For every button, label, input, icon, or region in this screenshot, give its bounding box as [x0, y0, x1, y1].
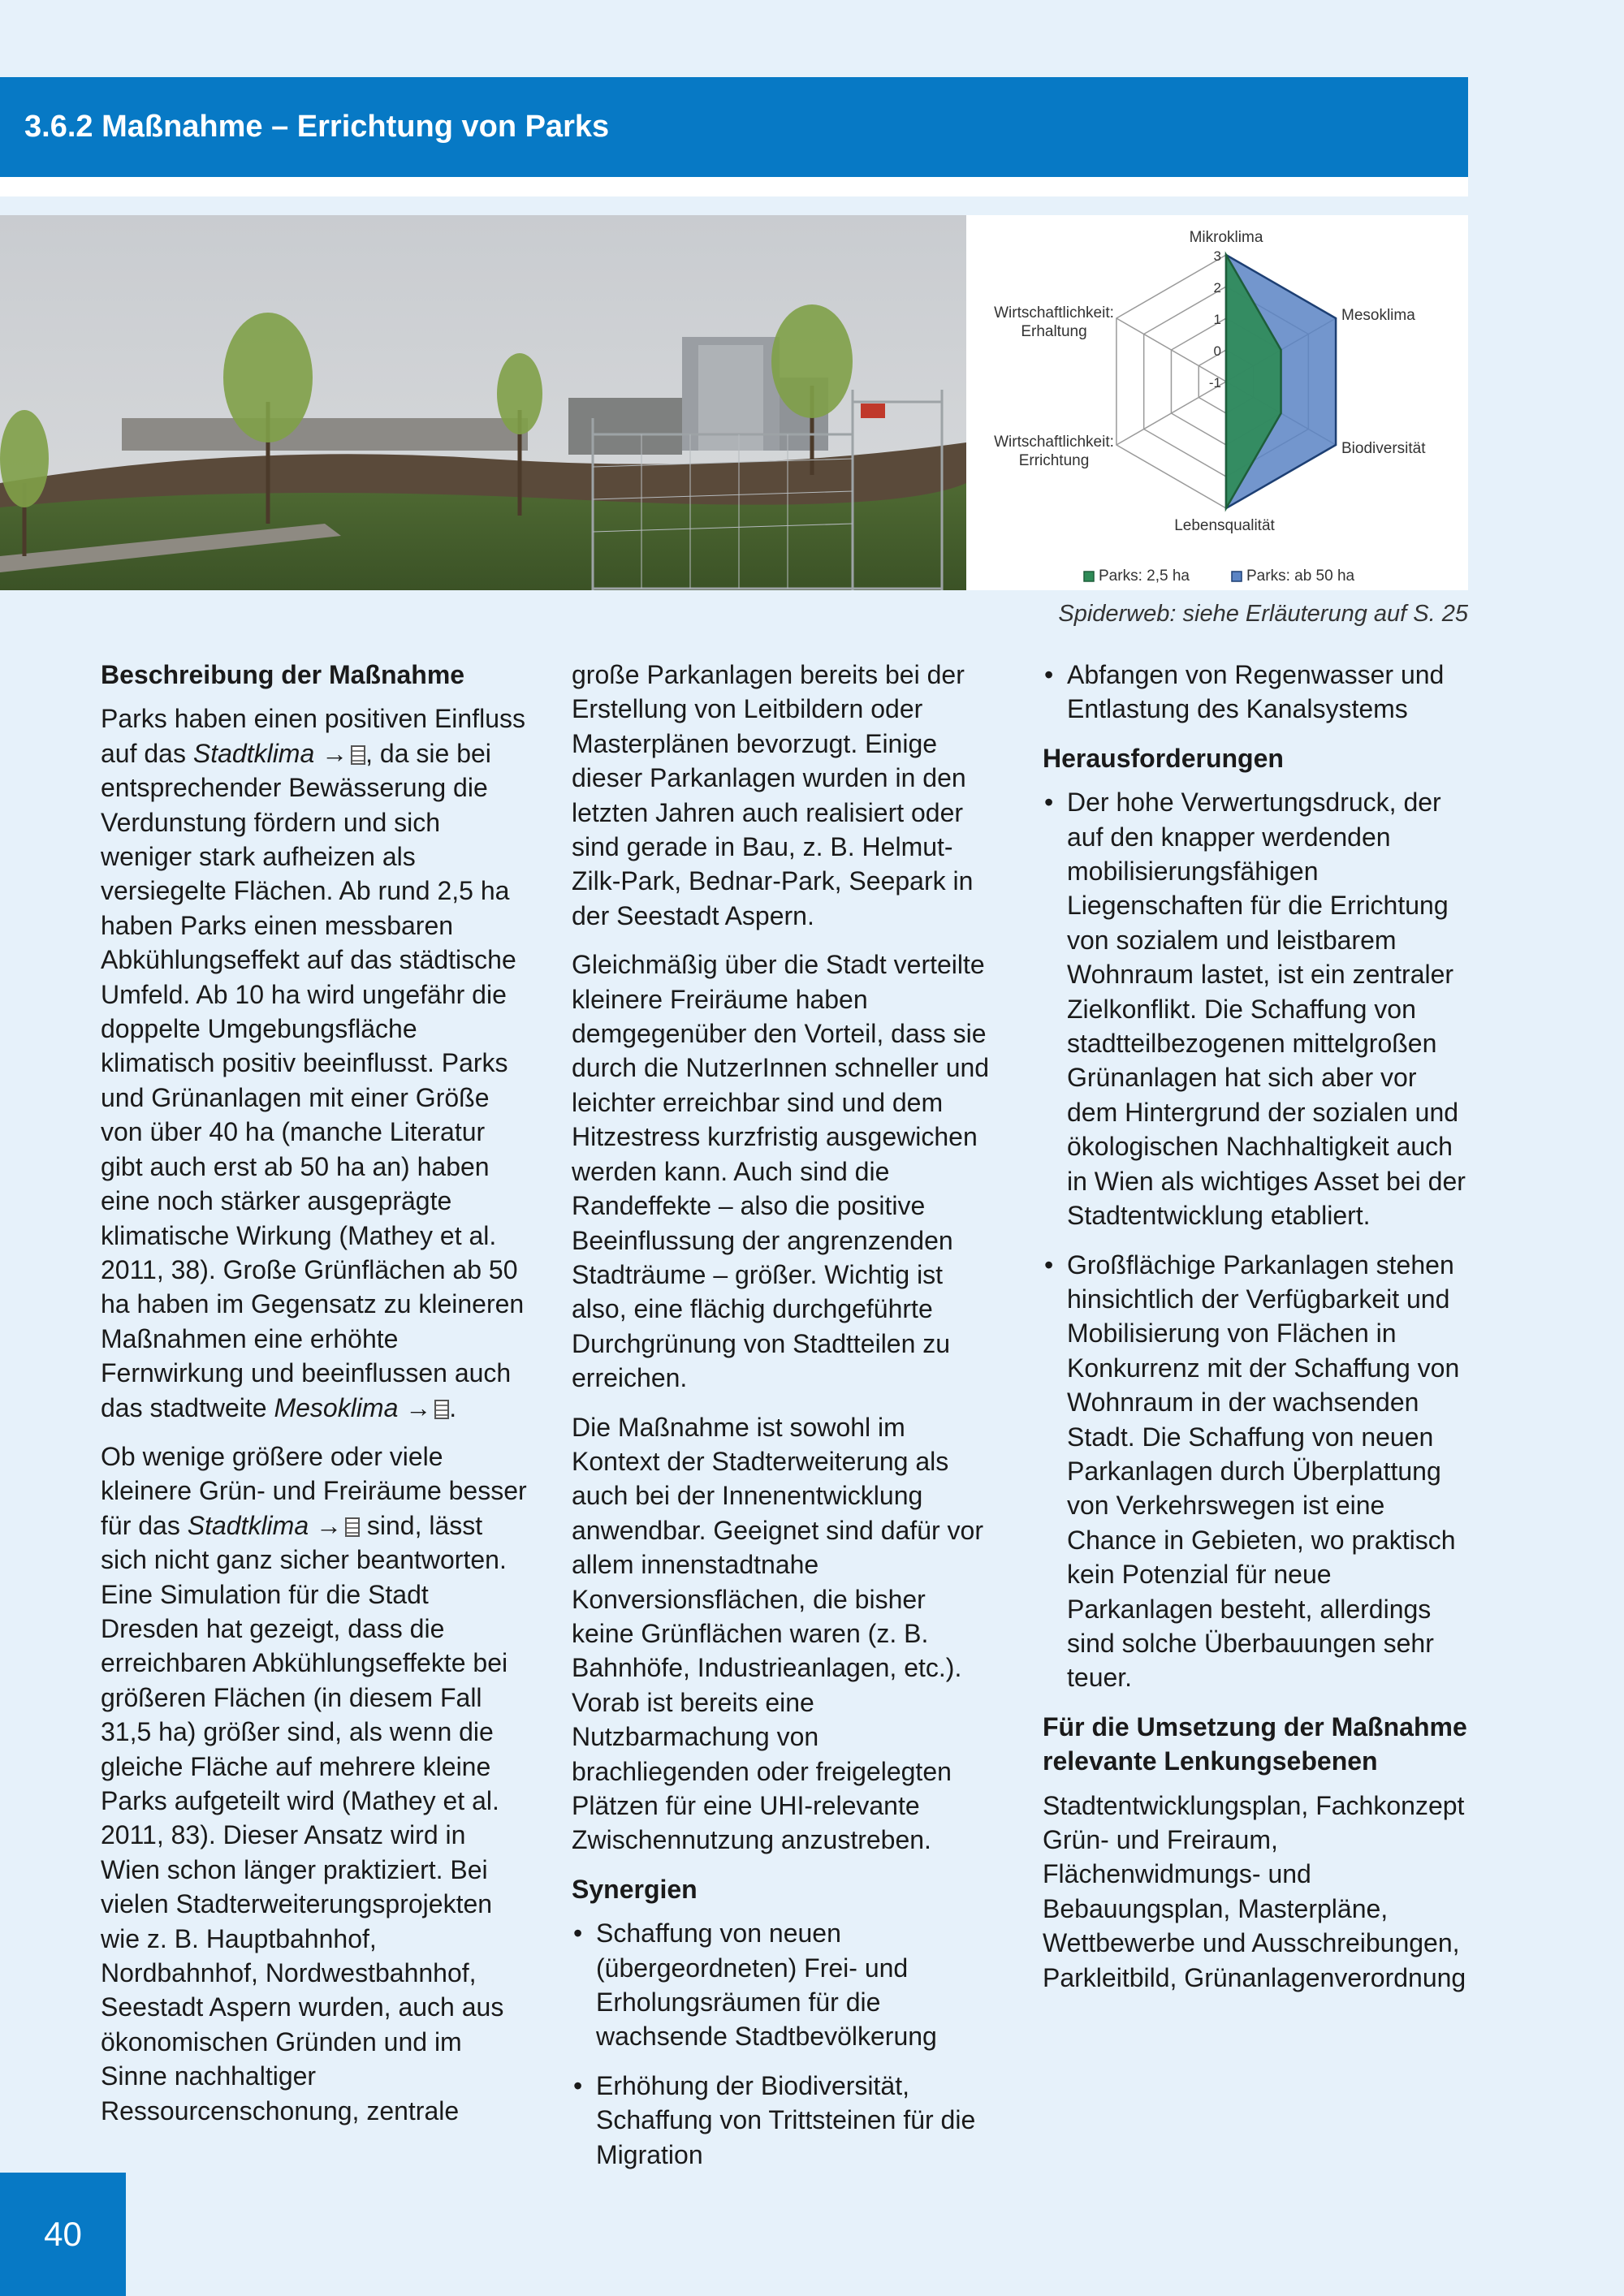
legend-swatch-small-parks	[1084, 572, 1094, 581]
column-middle	[572, 658, 994, 2186]
term-stadtklima: Stadtklima	[192, 738, 315, 768]
column-description	[101, 658, 531, 2143]
paragraph-small-spaces: Gleichmäßig über die Stadt verteilte kleinere Freiräume haben demgegenüber den Vorteil, dass sie durch die NutzerInnen schneller und leichter erreichbar sind und dem Hitzestress kurzfristig ausgewichen werden kann. Auch sind die Randeffekte – also die positive Beeinflussung der angrenzenden Stadträume – größer. Wichtig ist also, eine flächig durchgeführte Durchgrünung von Stadtteilen zu erreichen.	[572, 950, 990, 1393]
axis-label-erhaltung-1: Wirtschaftlichkeit:	[994, 304, 1114, 322]
header-divider	[0, 177, 1468, 196]
paragraph-context: Die Maßnahme ist sowohl im Kontext der Stadterweiterung als auch bei der Innenentwicklung anwendbar. Geeignet sind dafür vor allem innenstadtnahe Konversionsflächen, die bisher keine Grünflächen waren (z. B. Bahnhöfe, Industrieanlagen, etc.). Vorab ist bereits eine Nutzbarmachung von brachliegenden oder freigelegten Plätzen für eine UHI-relevante Zwischennutzung anzustreben.	[572, 1412, 983, 1855]
park-photo	[0, 215, 966, 590]
heading-governance-levels: Für die Umsetzung der Maßnahme relevante Lenkungsebenen	[1043, 1711, 1467, 1776]
paragraph-governance-levels: Stadtentwicklungsplan, Fachkonzept Grün- und Freiraum, Flächenwidmungs- und Bebauungsplan, Masterpläne, Wettbewerbe und Ausschreibungen, Parkleitbild, Grünanlagenverordnung	[1043, 1790, 1466, 1992]
heading-synergies: Synergien	[572, 1874, 698, 1904]
list-item: • Abfangen von Regenwasser und Entlastung des Kanalsystems	[1044, 660, 1445, 724]
page-number: 40	[44, 2215, 82, 2253]
section-header-bar	[0, 77, 1468, 177]
synergies-list	[572, 1916, 994, 2172]
legend-label-small-parks: Parks: 2,5 ha	[1099, 568, 1190, 585]
paragraph-large-parks: große Parkanlagen bereits bei der Erstellung von Leitbildern oder Masterplänen bevorzugt. Einige dieser Parkanlagen wurden in den letzten Jahren auch realisiert oder sind gerade in Bau, z. B. Helmut-Zilk-Park, Bednar-Park, Seepark in der Seestadt Aspern.	[572, 660, 974, 930]
section-title: 3.6.2 Maßnahme – Errichtung von Parks	[24, 110, 610, 144]
list-item: • Schaffung von neuen (übergeordneten) Frei- und Erholungsräumen für die wachsende Stadtbevölkerung	[573, 1918, 937, 2052]
list-item: • Großflächige Parkanlagen stehen hinsichtlich der Verfügbarkeit und Mobilisierung von Flächen in Konkurrenz mit der Schaffung von Wohnraum in der wachsenden Stadt. Die Schaffung von neuen Parkanlagen durch Überplattung von Verkehrswegen ist eine Chance in Gebieten, wo praktisch kein Potenzial für neue Parkanlagen besteht, allerdings sind solche Überbauungen sehr teuer.	[1044, 1249, 1460, 1693]
term-stadtklima: Stadtklima	[187, 1510, 309, 1540]
axis-label-erhaltung-2: Erhaltung	[1021, 323, 1087, 340]
glossary-icon	[351, 745, 365, 765]
legend-swatch-large-parks	[1232, 572, 1242, 581]
park-photo-illustration	[0, 215, 966, 590]
heading-challenges: Herausforderungen	[1043, 743, 1284, 773]
synergies-list-continued	[1043, 658, 1473, 727]
spiderweb-chart	[966, 215, 1468, 590]
scale-label: 0	[1213, 343, 1221, 359]
scale-label: 1	[1213, 312, 1221, 327]
glossary-icon	[345, 1517, 360, 1537]
column-right	[1043, 658, 1473, 2009]
axis-label-errichtung-1: Wirtschaftlichkeit:	[994, 434, 1114, 451]
axis-label-mesoklima: Mesoklima	[1341, 307, 1415, 324]
axis-label-errichtung-2: Errichtung	[1018, 452, 1090, 469]
scale-label: 2	[1213, 280, 1221, 296]
legend-label-large-parks: Parks: ab 50 ha	[1246, 568, 1355, 585]
page-number-box	[0, 2173, 126, 2296]
list-item: • Erhöhung der Biodiversität, Schaffung von Trittsteinen für die Migration	[573, 2070, 976, 2169]
chart-caption: Spiderweb: siehe Erläuterung auf S. 25	[1058, 601, 1468, 627]
glossary-icon	[434, 1400, 449, 1419]
challenges-list	[1043, 785, 1473, 1695]
paragraph-parks-climate: Parks haben einen positiven Einfluss auf das Stadtklima → , da sie bei entsprechender Bewässerung die Verdunstung fördern und sich weniger stark aufheizen als versiegelte Flächen. Ab rund 2,5 ha haben Parks einen messbaren Abkühlungseffekt auf das städtische Umfeld. Ab 10 ha wird ungefähr die doppelte Umgebungsfläche klimatisch positiv beeinflusst. Parks und Grünanlagen mit einer Größe von über 40 ha (manche Literatur gibt auch erst ab 50 ha an) haben eine noch stärker ausgeprägte klimatische Wirkung (Mathey et al. 2011, 38). Große Grünflächen ab 50 ha haben im Gegensatz zu kleineren Maßnahmen eine erhöhte Fernwirkung und beeinflussen auch das stadtweite Mesoklima → .	[101, 704, 525, 1422]
paragraph-park-size: Ob wenige größere oder viele kleinere Grün- und Freiräume besser für das Stadtklima → sind, lässt sich nicht ganz sicher beantworten. Eine Simulation für die Stadt Dresden hat gezeigt, dass die erreichbaren Abkühlungseffekte bei größeren Flächen (in diesem Fall 31,5 ha) größer sind, als wenn die gleiche Fläche auf mehrere kleine Parks aufgeteilt wird (Mathey et al. 2011, 83). Dieser Ansatz wird in Wien schon länger praktiziert. Bei vielen Stadterweiterungsprojekten wie z. B. Hauptbahnhof, Nordbahnhof, Nordwestbahnhof, Seestadt Aspern wurden, auch aus ökonomischen Gründen und im Sinne nachhaltiger Ressourcenschonung, zentrale	[101, 1441, 527, 2126]
term-mesoklima: Mesoklima	[274, 1392, 399, 1422]
heading-description: Beschreibung der Maßnahme	[101, 660, 465, 689]
scale-label: -1	[1208, 375, 1221, 391]
scale-label: 3	[1213, 248, 1221, 264]
axis-label-mikroklima: Mikroklima	[1189, 229, 1263, 246]
axis-label-lebensqualitaet: Lebensqualität	[1174, 517, 1275, 534]
list-item: • Der hohe Verwertungsdruck, der auf den knapper werdenden mobilisierungsfähigen Liegenschaften für die Errichtung von sozialem und leistbarem Wohnraum lastet, ist ein zentraler Zielkonflikt. Die Schaffung von stadtteilbezogenen mittelgroßen Grünanlagen hat sich aber vor dem Hintergrund der sozialen und ökologischen Nachhaltigkeit auch in Wien als wichtiges Asset bei der Stadtentwicklung etabliert.	[1044, 788, 1466, 1231]
axis-label-biodiversitaet: Biodiversität	[1341, 440, 1426, 457]
spiderweb-chart-panel	[966, 215, 1468, 590]
